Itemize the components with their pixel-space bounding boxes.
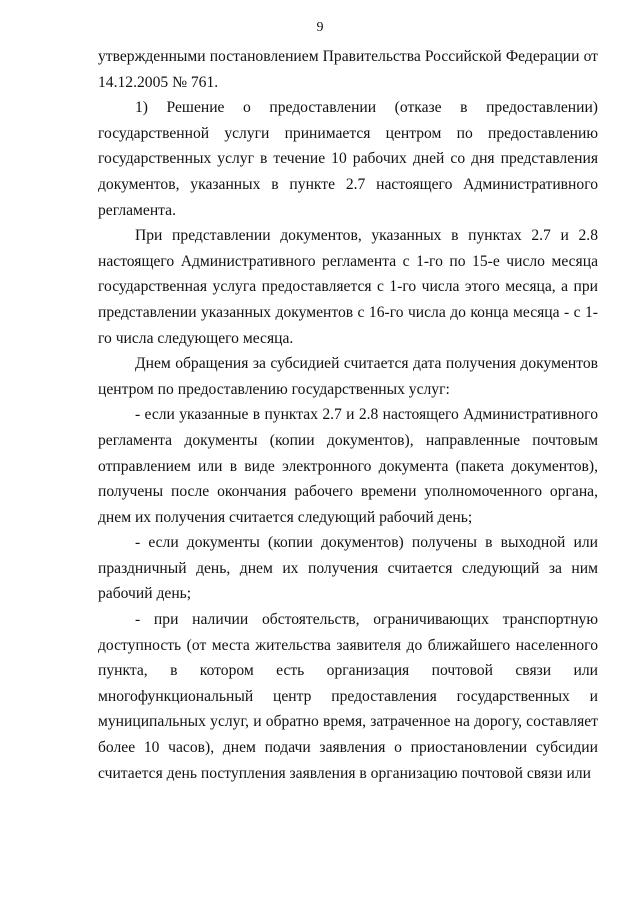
paragraph-decision-term: 1) Решение о предоставлении (отказе в предоставлении) государственной услуги принимается центром по предоставлению государственных услуг в течение 10 рабочих дней со дня представления документов, указанных в пункте 2.7 настоящего Административного регламента. — [98, 99, 598, 219]
paragraph-continuation: утвержденными постановлением Правительства Российской Федерации от 14.12.2005 № 761. — [98, 48, 598, 91]
list-item-holiday: - если документы (копии документов) получены в выходной или праздничный день, днем их получения считается следующий за ним рабочий день; — [98, 534, 598, 603]
list-item-after-hours: - если указанные в пунктах 2.7 и 2.8 настоящего Административного регламента документы (копии документов), направленные почтовым отправлением или в виде электронного документа (пакета документов), получены после окончания рабочего времени уполномоченного органа, днем их получения считается следующий рабочий день; — [98, 406, 598, 526]
page-number: 9 — [316, 20, 324, 35]
paragraph-service-start: При представлении документов, указанных в пунктах 2.7 и 2.8 настоящего Административного регламента с 1-го по 15-е число месяца государственная услуга предоставляется с 1-го числа этого месяца, а при представлении указанных документов с 16-го числа до конца месяца - с 1-го числа следующего месяца. — [98, 227, 598, 347]
paragraph-application-date: Днем обращения за субсидией считается дата получения документов центром по предоставлению государственных услуг: — [98, 355, 598, 398]
list-item-transport: - при наличии обстоятельств, ограничивающих транспортную доступность (от места жительства заявителя до ближайшего населенного пункта, в котором есть организация почтовой связи или многофункциональный центр предоставления государственных и муниципальных услуг, и обратно время, затраченное на дорогу, составляет более 10 часов), днем подачи заявления о приостановлении субсидии считается день поступления заявления в организацию почтовой связи или — [98, 611, 598, 782]
document-body — [98, 44, 598, 786]
